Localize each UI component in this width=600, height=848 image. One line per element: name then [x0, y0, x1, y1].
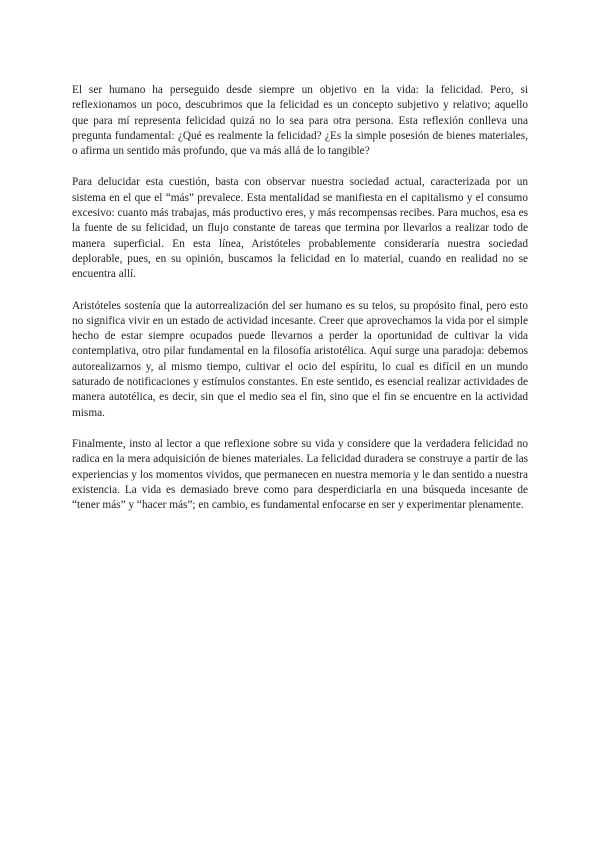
paragraph-1: El ser humano ha perseguido desde siempre un objetivo en la vida: la felicidad. Pero, si reflexionamos un poco, descubrimos que la felicidad es un concepto subjetivo y relativo; aquello que para mí representa felicidad quizá no lo sea para otra persona. Esta reflexión conlleva una pregunta fundamental: ¿Qué es realmente la felicidad? ¿Es la simple posesión de bienes materiales, o afirma un sentido más profundo, que va más allá de lo tangible? [72, 84, 528, 158]
document-body [72, 83, 528, 529]
paragraph-3: Aristóteles sostenía que la autorrealización del ser humano es su telos, su propósito final, pero esto no significa vivir en un estado de actividad incesante. Creer que aprovechamos la vida por el simple hecho de estar siempre ocupados puede llevarnos a perder la oportunidad de cultivar la vida contemplativa, otro pilar fundamental en la filosofía aristotélica. Aquí surge una paradoja: debemos autorealizarnos y, al mismo tiempo, cultivar el ocio del espíritu, lo cual es difícil en un mundo saturado de notificaciones y estímulos constantes. En este sentido, es esencial realizar actividades de manera autotélica, es decir, sin que el medio sea el fin, sino que el fin se encuentre en la actividad misma. [72, 299, 528, 419]
paragraph-4: Finalmente, insto al lector a que reflexione sobre su vida y considere que la verdadera felicidad no radica en la mera adquisición de bienes materiales. La felicidad duradera se construye a partir de las experiencias y los momentos vividos, que permanecen en nuestra memoria y le dan sentido a nuestra existencia. La vida es demasiado breve como para desperdiciarla en una búsqueda incesante de “tener más” y “hacer más”; en cambio, es fundamental enfocarse en ser y experimentar plenamente. [72, 437, 528, 512]
paragraph-2: Para delucidar esta cuestión, basta con observar nuestra sociedad actual, caracterizada por un sistema en el que el “más” prevalece. Esta mentalidad se manifiesta en el capitalismo y el consumo excesivo: cuanto más trabajas, más productivo eres, y más recompensas recibes. Para muchos, esa es la fuente de su felicidad, un flujo constante de tareas que termina por llevarlos a realizar todo de manera superficial. En esta línea, Aristóteles probablemente consideraría nuestra sociedad deplorable, pues, en su opinión, buscamos la felicidad en lo material, cuando en realidad no se encuentra allí. [72, 176, 528, 281]
